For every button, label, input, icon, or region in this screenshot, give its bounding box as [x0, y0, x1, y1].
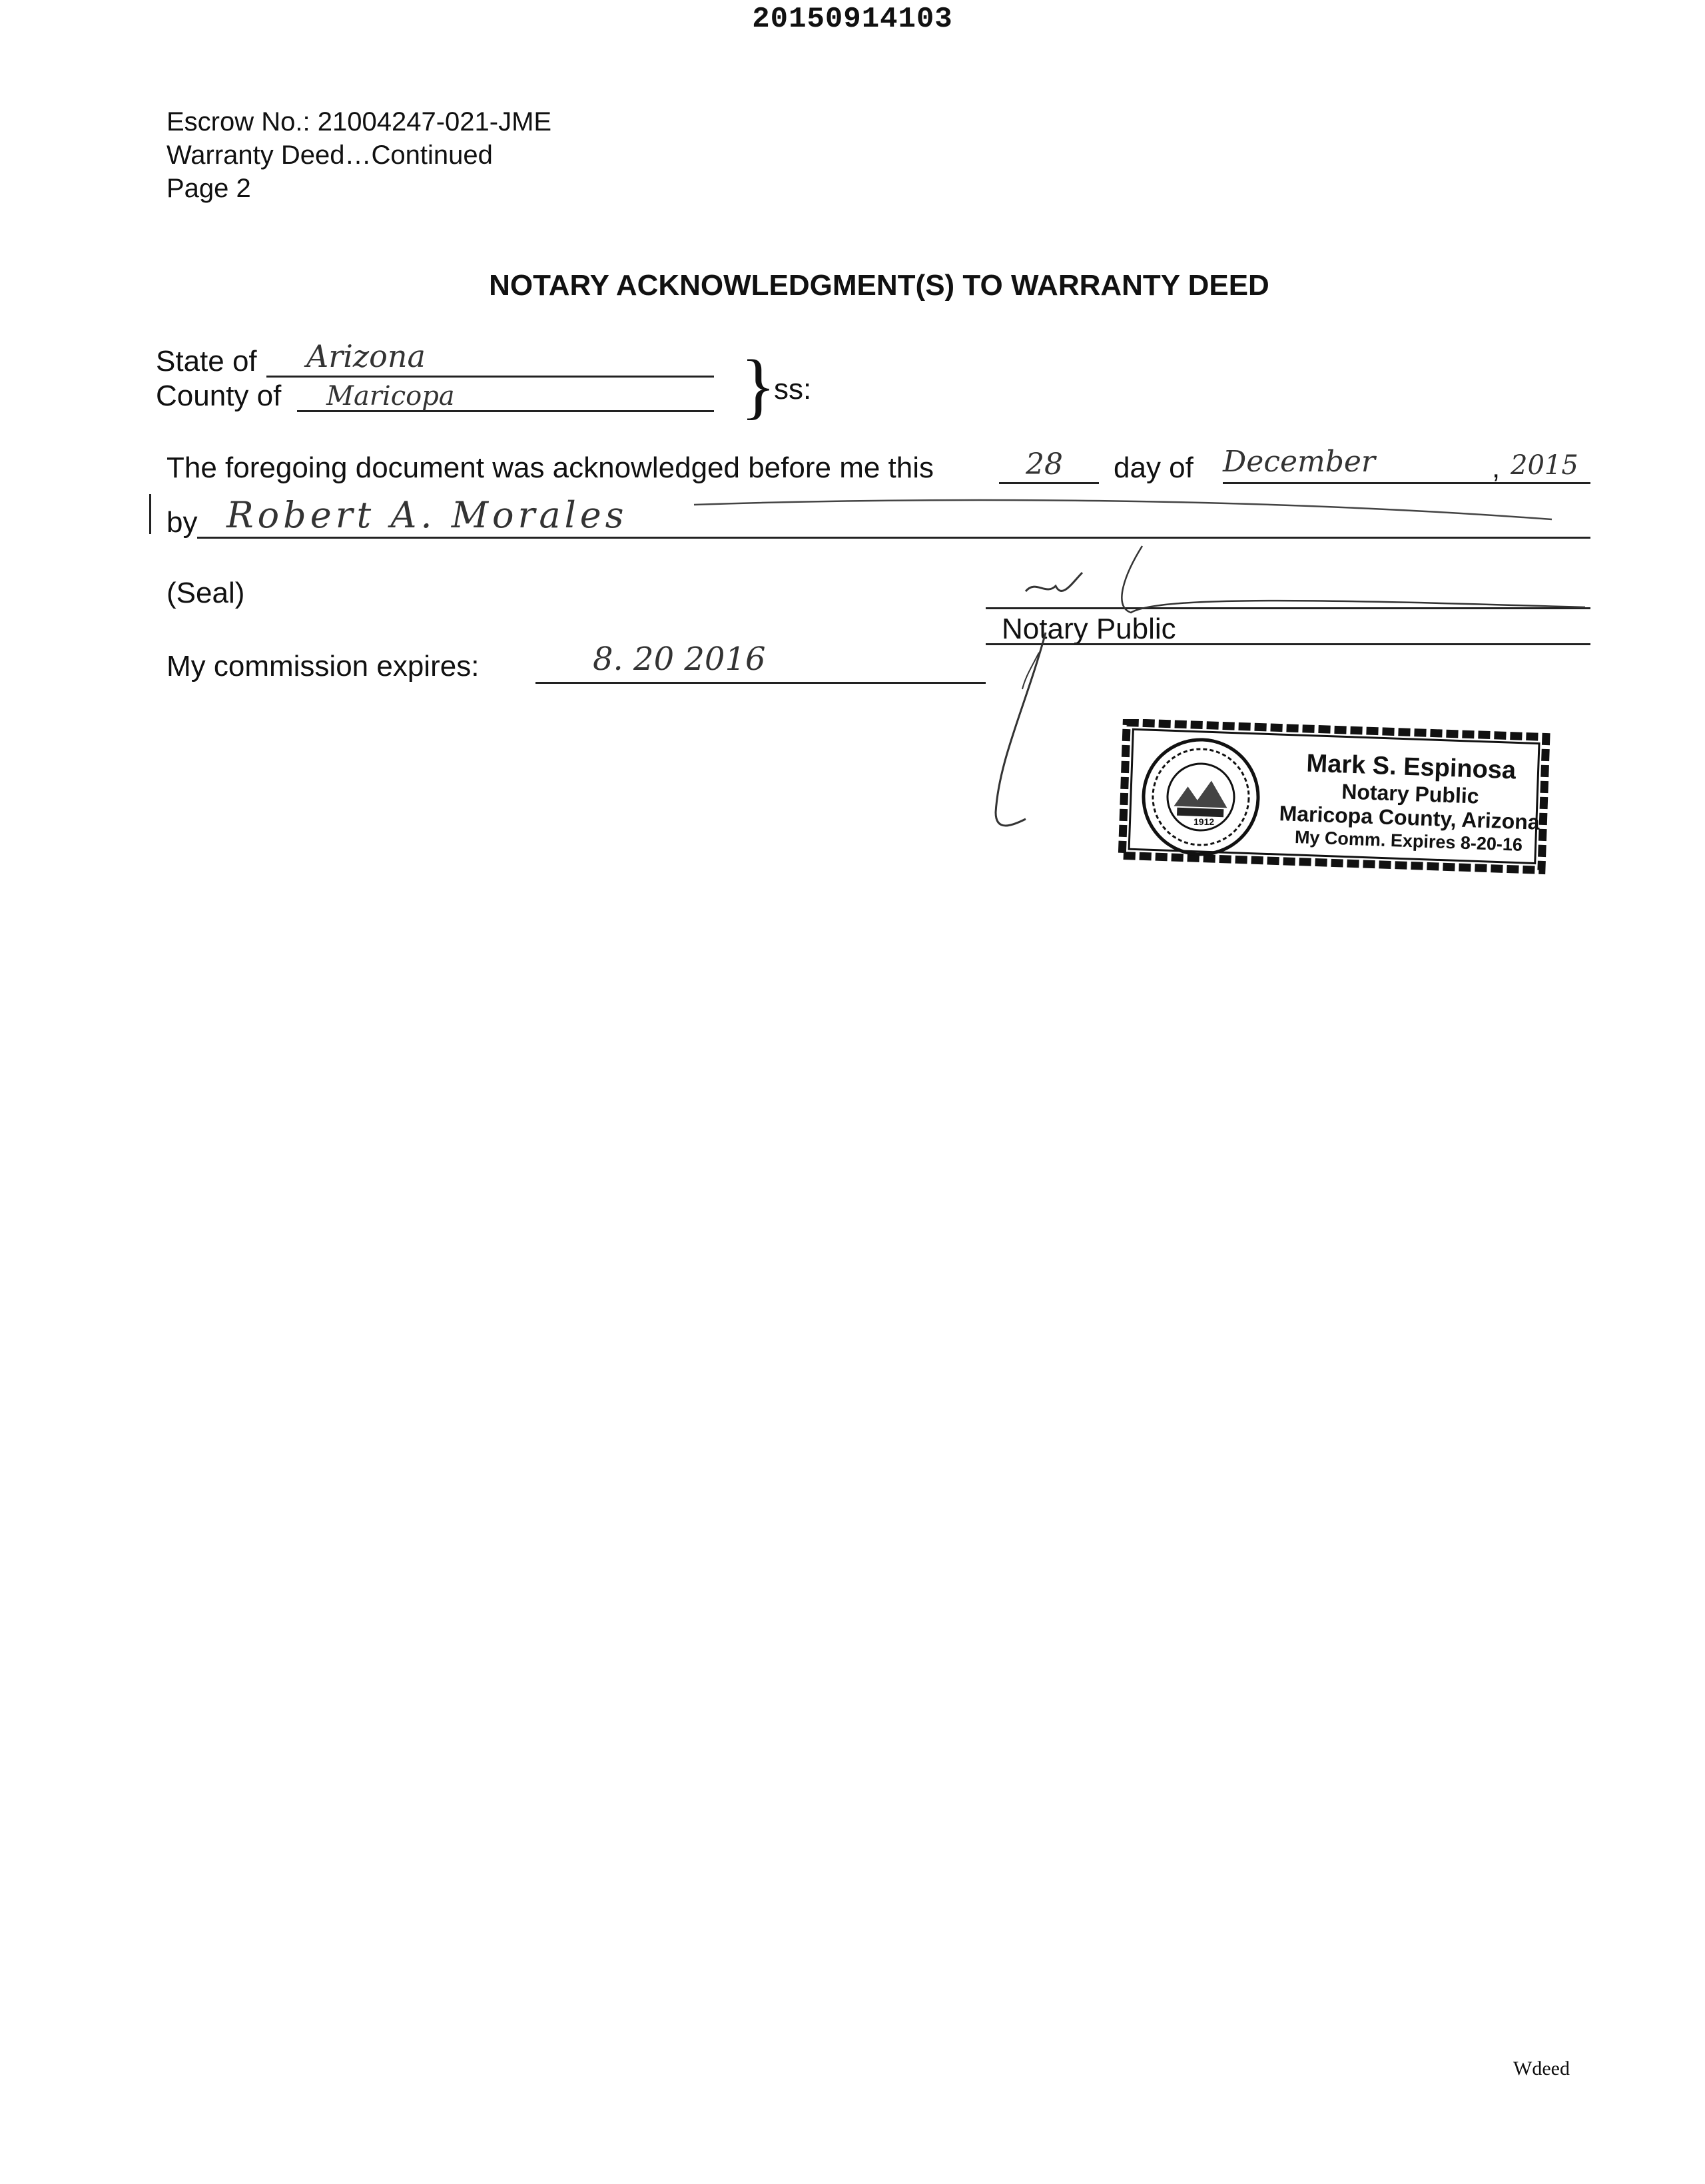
- stamp-county: Maricopa County, Arizona: [1279, 801, 1540, 834]
- stamp-expiration: My Comm. Expires 8-20-16: [1294, 827, 1523, 855]
- notary-public-label: Notary Public: [1002, 613, 1176, 645]
- page-number: Page 2: [167, 174, 251, 203]
- seal-label: (Seal): [167, 577, 245, 609]
- day-line: [999, 482, 1099, 484]
- footer-form-code: Wdeed: [1513, 2057, 1570, 2079]
- ss-label: ss:: [774, 373, 812, 406]
- margin-mark: [149, 494, 151, 534]
- venue-brace: }: [741, 345, 776, 426]
- state-value-handwritten: Arizona: [306, 338, 426, 374]
- by-label: by: [167, 506, 198, 539]
- year-value-handwritten: 2015: [1511, 450, 1578, 481]
- acknowledgment-sentence: The foregoing document was acknowledged before me this: [167, 451, 934, 484]
- record-number: 20150914103: [752, 3, 953, 36]
- escrow-number: Escrow No.: 21004247-021-JME: [167, 107, 552, 136]
- state-seal-icon: [1138, 734, 1264, 860]
- document-title: NOTARY ACKNOWLEDGMENT(S) TO WARRANTY DEED: [489, 269, 1269, 302]
- seal-year: 1912: [1194, 816, 1215, 827]
- notary-stamp: [1116, 719, 1554, 876]
- commission-label: My commission expires:: [167, 650, 480, 682]
- stamp-notary-title: Notary Public: [1341, 779, 1480, 808]
- commission-line: [535, 682, 986, 684]
- state-line: [266, 376, 714, 378]
- year-comma: ,: [1492, 451, 1501, 484]
- day-of-label: day of: [1114, 451, 1194, 484]
- by-line-pen-stroke: [693, 493, 1558, 533]
- commission-value-handwritten: 8. 20 2016: [593, 641, 766, 678]
- county-label: County of: [156, 380, 282, 412]
- by-value-handwritten: Robert A. Morales: [226, 494, 628, 536]
- stamp-notary-name: Mark S. Espinosa: [1305, 749, 1517, 785]
- month-value-handwritten: December: [1223, 445, 1375, 479]
- state-label: State of: [156, 345, 257, 378]
- month-year-line: [1223, 482, 1590, 484]
- county-value-handwritten: Maricopa: [326, 381, 455, 411]
- day-value-handwritten: 28: [1026, 447, 1063, 481]
- continuation-label: Warranty Deed…Continued: [167, 140, 493, 170]
